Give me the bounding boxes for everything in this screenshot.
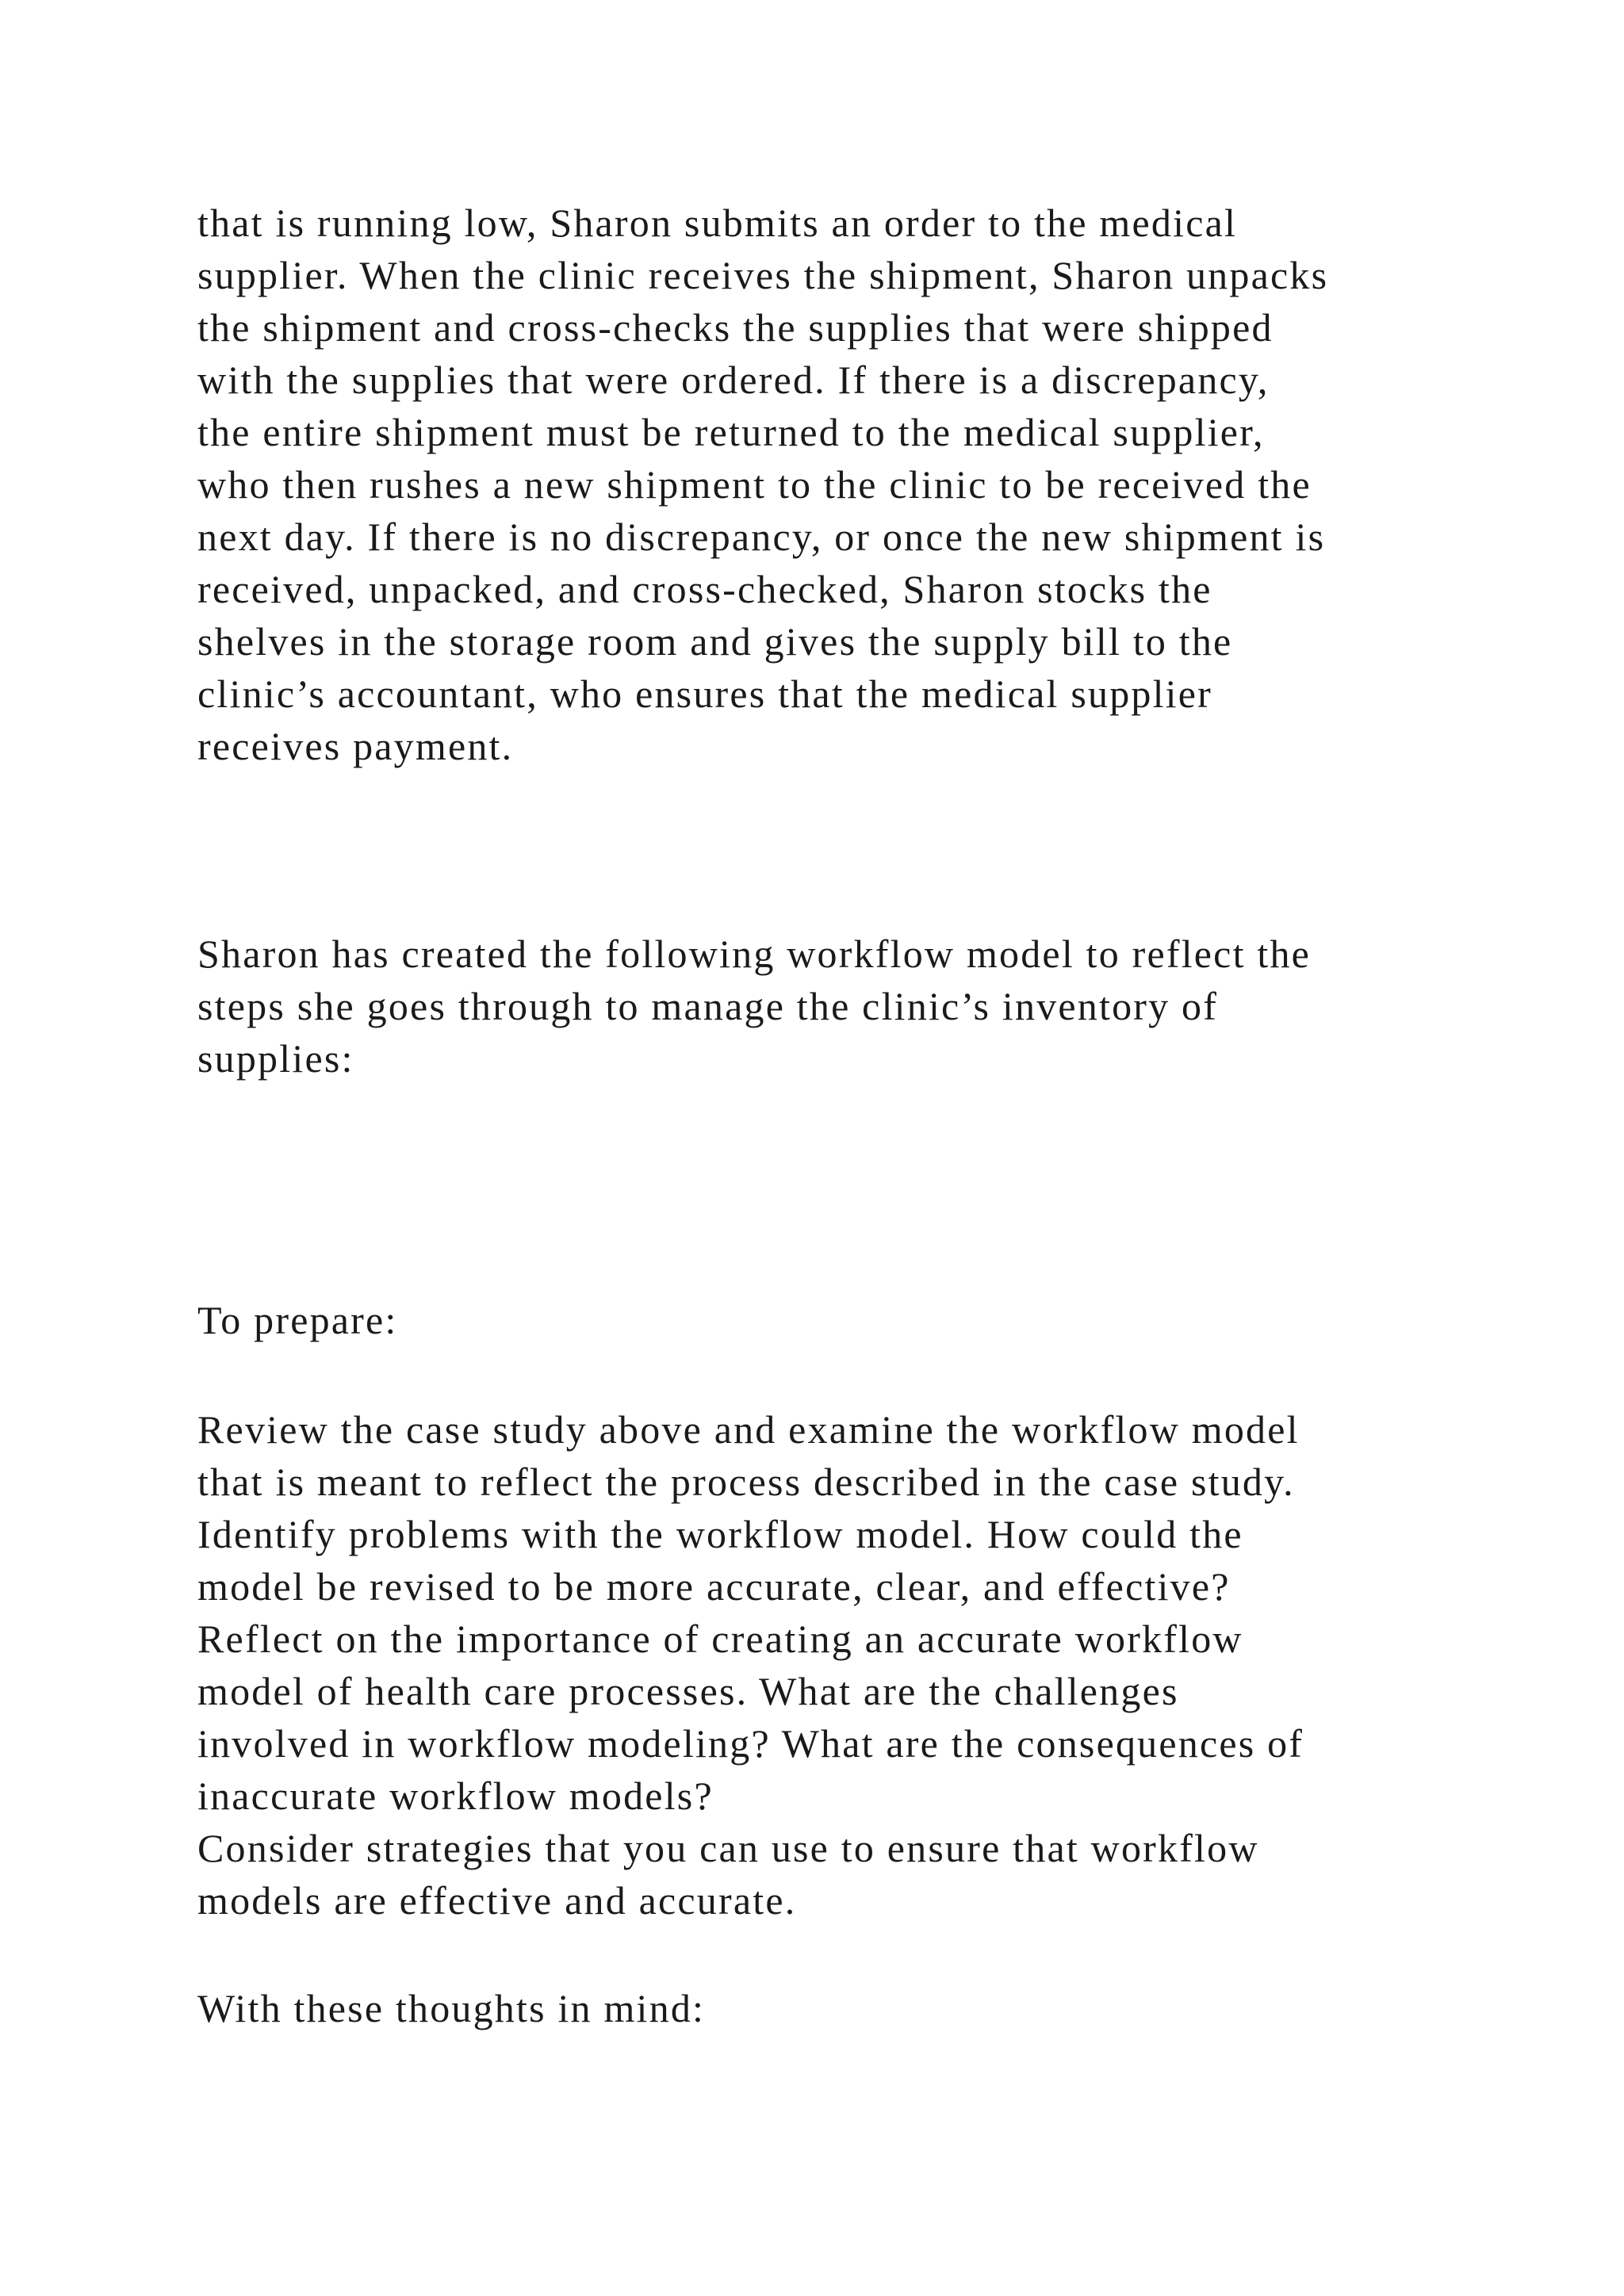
text-line: that is running low, Sharon submits an order to the medical bbox=[197, 201, 1238, 245]
text-line: the shipment and cross-checks the supplies that were shipped bbox=[197, 305, 1274, 350]
text-line: model be revised to be more accurate, clear, and effective? bbox=[197, 1564, 1231, 1609]
text-line: receives payment. bbox=[197, 724, 514, 768]
text-line: Consider strategies that you can use to ensure that workflow bbox=[197, 1826, 1259, 1870]
text-line: clinic’s accountant, who ensures that the medical supplier bbox=[197, 672, 1213, 716]
text-line: that is meant to reflect the process described in the case study. bbox=[197, 1460, 1295, 1504]
text-line: Identify problems with the workflow model. How could the bbox=[197, 1512, 1243, 1556]
text-line: with the supplies that were ordered. If there is a discrepancy, bbox=[197, 358, 1270, 402]
text-line: Reflect on the importance of creating an accurate workflow bbox=[197, 1617, 1243, 1661]
text-line: inaccurate workflow models? bbox=[197, 1774, 714, 1818]
text-line: who then rushes a new shipment to the clinic to be received the bbox=[197, 462, 1312, 507]
text-line: steps she goes through to manage the clinic’s inventory of bbox=[197, 984, 1219, 1028]
text-line: Review the case study above and examine the workflow model bbox=[197, 1407, 1300, 1452]
text-line: supplier. When the clinic receives the shipment, Sharon unpacks bbox=[197, 253, 1329, 297]
text-line: next day. If there is no discrepancy, or once the new shipment is bbox=[197, 515, 1326, 559]
text-line: the entire shipment must be returned to the medical supplier, bbox=[197, 410, 1265, 454]
to-prepare-heading: To prepare: bbox=[197, 1298, 398, 1342]
text-line: Sharon has created the following workflow model to reflect the bbox=[197, 932, 1312, 976]
text-line: shelves in the storage room and gives the supply bill to the bbox=[197, 619, 1233, 664]
text-line: supplies: bbox=[197, 1036, 354, 1081]
text-line: involved in workflow modeling? What are the consequences of bbox=[197, 1721, 1304, 1766]
text-line: model of health care processes. What are the challenges bbox=[197, 1669, 1179, 1713]
thoughts-heading: With these thoughts in mind: bbox=[197, 1986, 706, 2030]
text-line: received, unpacked, and cross-checked, Sharon stocks the bbox=[197, 567, 1212, 611]
text-line: models are effective and accurate. bbox=[197, 1878, 797, 1923]
